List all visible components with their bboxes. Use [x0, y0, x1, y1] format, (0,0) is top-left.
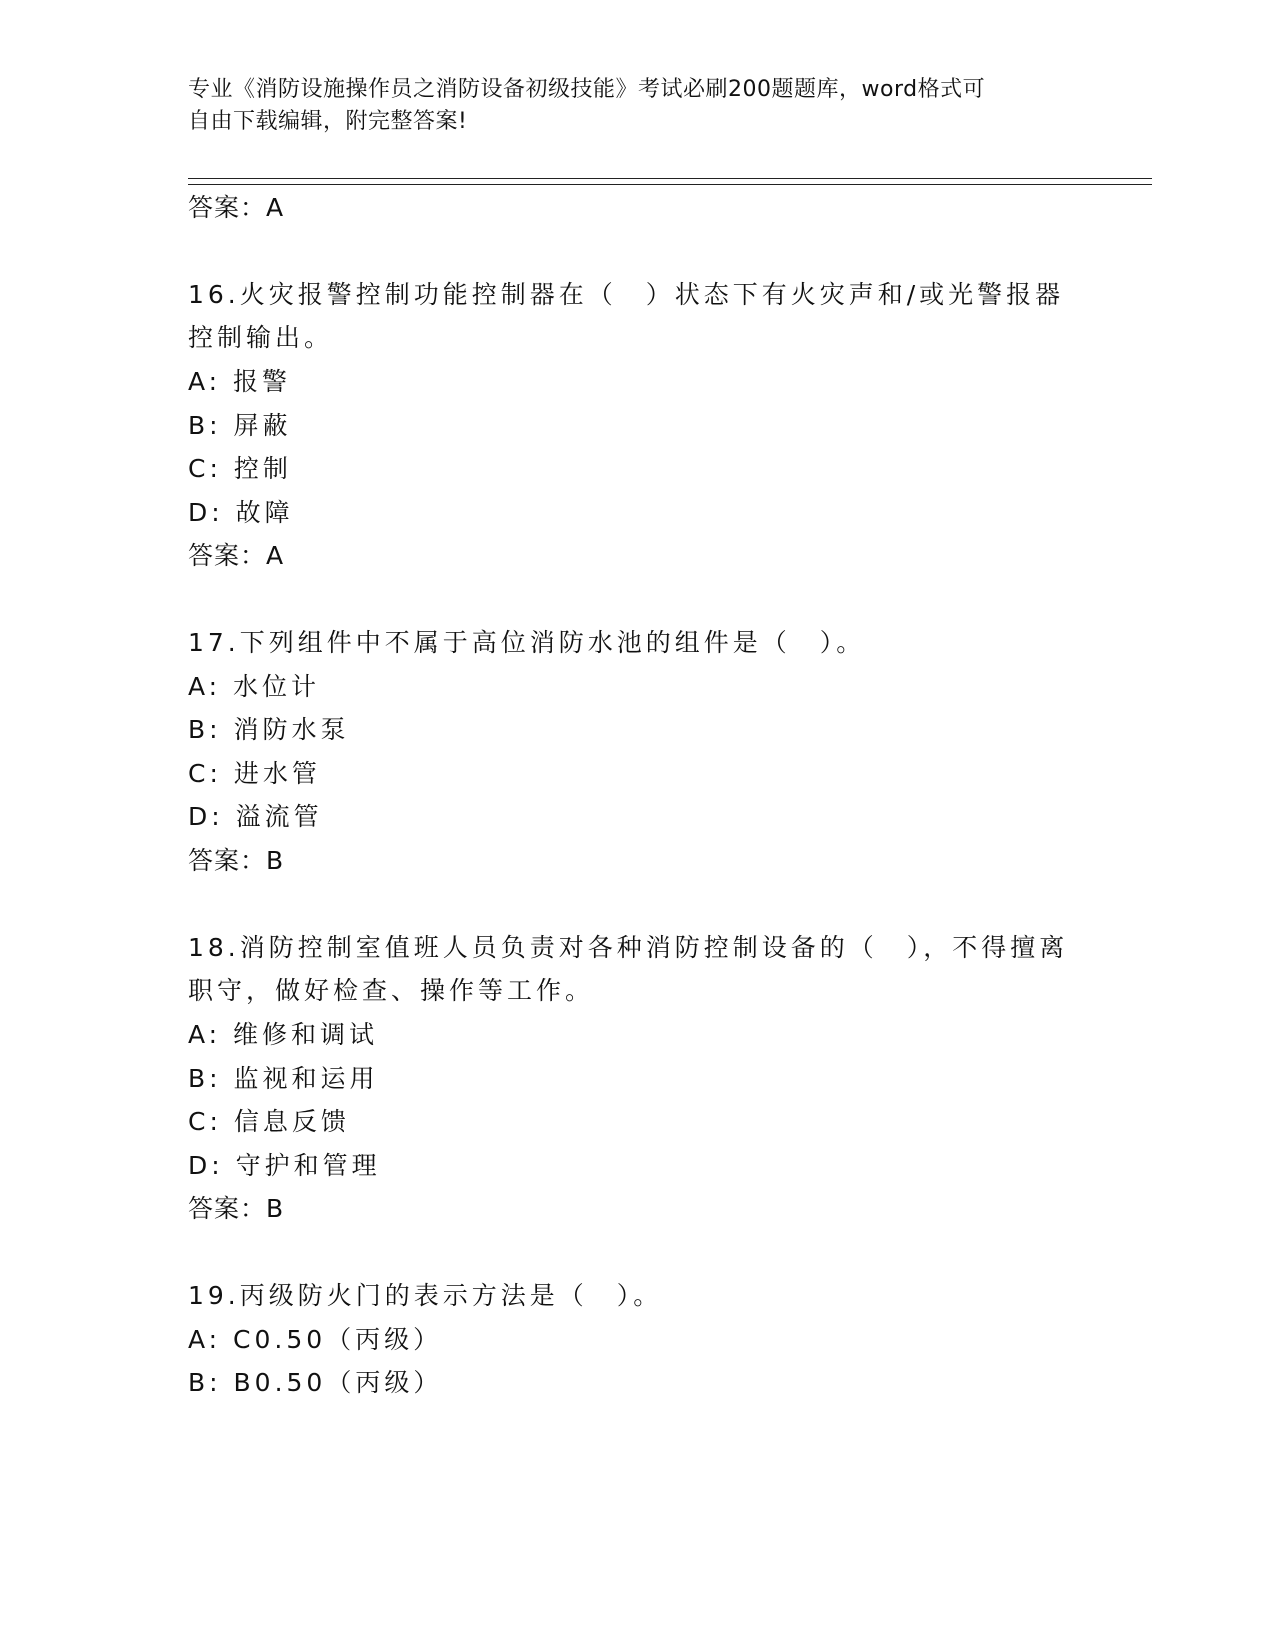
answer: 答案：B	[188, 846, 285, 875]
option-a: A: 水位计	[188, 672, 321, 701]
question-text-line: 17.下列组件中不属于高位消防水池的组件是（ ）。	[188, 628, 866, 657]
question-text-line: 18.消防控制室值班人员负责对各种消防控制设备的（ ），不得擅离	[188, 933, 1069, 962]
option-d: D: 故障	[188, 498, 294, 527]
question-text-line: 19.丙级防火门的表示方法是（ ）。	[188, 1281, 663, 1310]
question-text-line: 16.火灾报警控制功能控制器在（ ）状态下有火灾声和/或光警报器	[188, 280, 1065, 309]
option-b: B: B0.50（丙级）	[188, 1368, 443, 1397]
answer: 答案：A	[188, 541, 285, 570]
question-text-line: 控制输出。	[188, 323, 334, 352]
option-a: A: C0.50（丙级）	[188, 1325, 443, 1354]
option-c: C: 控制	[188, 454, 292, 483]
option-a: A: 报警	[188, 367, 292, 396]
option-b: B: 屏蔽	[188, 411, 292, 440]
option-a: A: 维修和调试	[188, 1020, 379, 1049]
header-divider-bottom	[188, 184, 1152, 185]
question-text-line: 职守，做好检查、操作等工作。	[188, 976, 595, 1005]
document-header	[188, 74, 1068, 138]
answer: 答案：B	[188, 1194, 285, 1223]
header-line-2: 自由下载编辑，附完整答案!	[188, 109, 468, 134]
option-c: C: 进水管	[188, 759, 321, 788]
option-b: B: 消防水泵	[188, 715, 350, 744]
option-b: B: 监视和运用	[188, 1064, 379, 1093]
header-divider-top	[188, 178, 1152, 179]
option-d: D: 守护和管理	[188, 1151, 381, 1180]
option-d: D: 溢流管	[188, 802, 323, 831]
previous-answer: 答案：A	[188, 193, 285, 222]
option-c: C: 信息反馈	[188, 1107, 350, 1136]
header-line-1: 专业《消防设施操作员之消防设备初级技能》考试必刷200题题库，word格式可	[188, 77, 986, 102]
